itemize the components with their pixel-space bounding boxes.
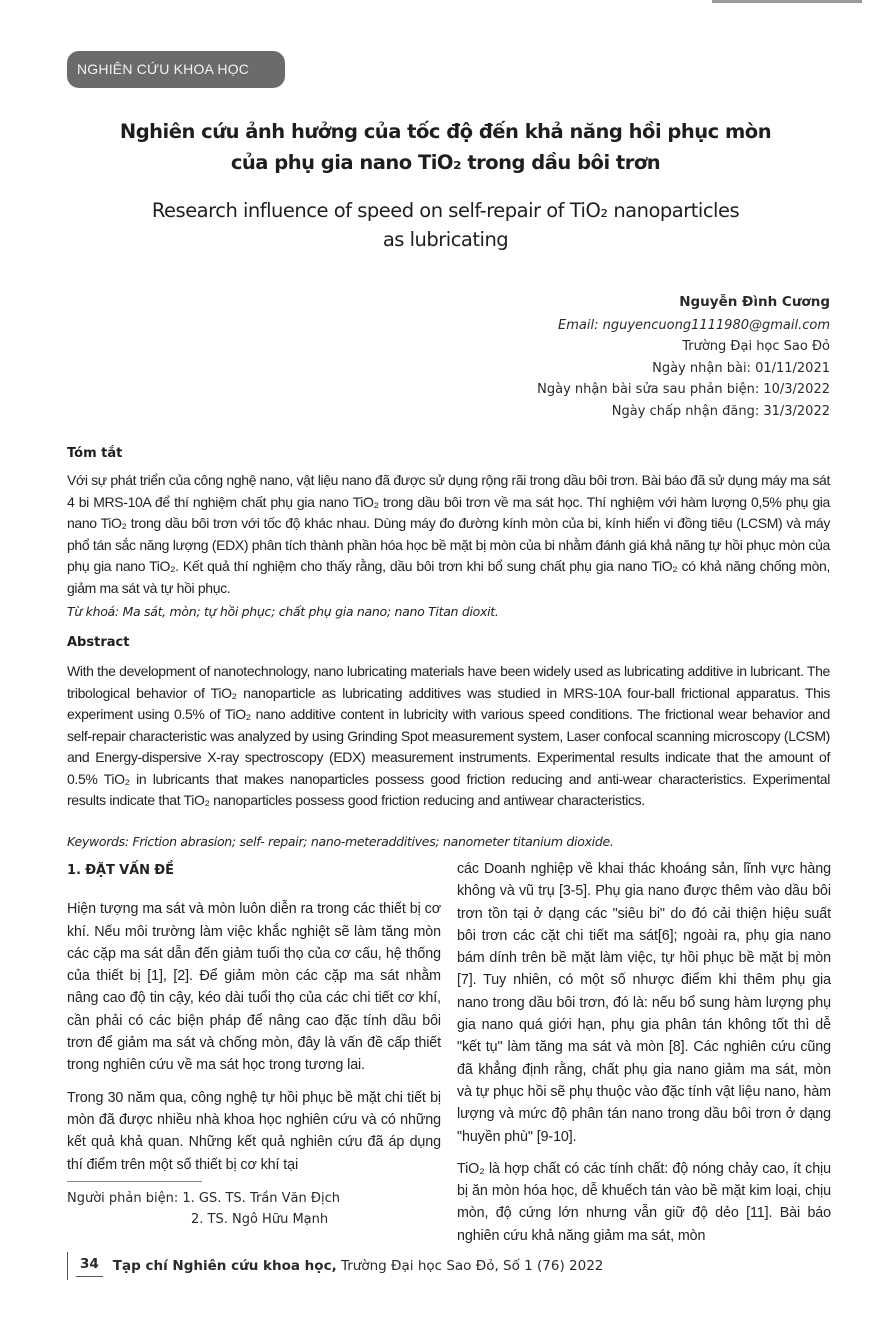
date-received: Ngày nhận bài: 01/11/2021 (652, 360, 830, 376)
reviewer-1: Người phản biện: 1. GS. TS. Trần Văn Địch (67, 1191, 340, 1206)
abstract-text: With the development of nanotechnology, nano lubricating materials have been widely used as lubricating additive in lubricant. The tribological behavior of TiO₂ nanoparticle as lubricating additives was studied in MRS-10A four-ball frictional apparatus. This experiment using 0.5% of TiO₂ nano additive content in lubricity with various speed conditions. The frictional wear behavior and self-repair characteristic was analyzed by using Grinding Spot measurement system, Laser confocal scanning microscopy (LCSM) and Energy-dispersive X-ray spectroscopy (EDX) measurement instruments. Experimental results indicate that the amount of 0.5% TiO₂ in lubricants that makes nanoparticles possess good friction reducing and anti-wear characteristics. Experimental results indicate that TiO₂ nanoparticles possess good friction reducing and antiwear characteristics. (67, 663, 830, 808)
footer-marker (67, 1252, 68, 1280)
journal-title: Tạp chí Nghiên cứu khoa học, (112, 1258, 337, 1274)
top-edge-bar (712, 0, 862, 3)
paragraph: Hiện tượng ma sát và mòn luôn diễn ra trong các thiết bị cơ khí. Nếu môi trường làm việc khắc nghiệt sẽ làm tăng mòn các cặp ma sát dẫn đến giảm tuổi thọ của cơ cấu, hệ thống của thiết bị [1], [2]. Để giảm mòn các cặp ma sát nhằm nâng cao độ tin cậy, kéo dài tuổi thọ của các chi tiết cơ khí, cần phải có các biện pháp để nâng cao đặc tính dầu bôi trơn để giảm ma sát và chống mòn, đây là vấn đề cấp thiết trong nghiên cứu về ma sát học trong tương lai. (67, 901, 441, 1074)
section-tag: NGHIÊN CỨU KHOA HỌC (67, 51, 285, 88)
date-revised: Ngày nhận bài sửa sau phản biện: 10/3/2022 (537, 382, 830, 397)
page-number: 34 (76, 1256, 103, 1277)
summary-heading: Tóm tắt (67, 446, 123, 461)
paragraph: TiO₂ là hợp chất có các tính chất: độ nóng chảy cao, ít chịu bị ăn mòn hóa học, dễ khuếch tán vào bề mặt kim loại, chịu mòn, độ cứng lớn nhưng vẫn giữ độ dẻo [11]. Bài báo nghiên cứu khả năng giảm ma sát, mòn (457, 1160, 831, 1244)
author-email[interactable]: Email: nguyencuong1111980@gmail.com (558, 317, 830, 333)
title-english (60, 196, 831, 254)
title-vi-line1: Nghiên cứu ảnh hưởng của tốc độ đến khả năng hồi phục mòn (119, 120, 772, 143)
section-heading: 1. ĐẶT VẤN ĐỀ (67, 863, 174, 878)
abstract-keywords: Keywords: Friction abrasion; self- repair; nano-meteradditives; nanometer titanium dioxide. (67, 834, 614, 849)
reviewer-2: 2. TS. Ngô Hữu Mạnh (191, 1212, 329, 1227)
title-vietnamese (60, 116, 831, 178)
date-accepted: Ngày chấp nhận đăng: 31/3/2022 (611, 403, 830, 419)
abstract-heading: Abstract (67, 635, 130, 650)
column-left (67, 860, 441, 1186)
footnote-divider (67, 1181, 202, 1182)
paragraph: Trong 30 năm qua, công nghệ tự hồi phục bề mặt chi tiết bị mòn đã được nhiều nhà khoa học nghiên cứu và có những kết quả khả quan. Những kết quả nghiên cứu đã áp dụng thí điểm trên một số thiết bị cơ khí tại (67, 1089, 441, 1173)
author-name: Nguyễn Đình Cương (679, 294, 830, 310)
page-footer (67, 1252, 603, 1280)
reviewers (67, 1188, 340, 1230)
column-right (457, 858, 831, 1257)
journal-publisher: Trường Đại học Sao Đỏ, Số 1 (76) 2022 (336, 1258, 604, 1274)
title-en-line2: as lubricating (382, 228, 509, 251)
title-vi-line2: của phụ gia nano TiO₂ trong dầu bôi trơn (230, 151, 661, 174)
summary-text: Với sự phát triển của công nghệ nano, vật liệu nano đã được sử dụng rộng rãi trong dầu bôi trơn. Bài báo đã sử dụng máy ma sát 4 bi MRS-10A để thí nghiệm chất phụ gia nano TiO₂ trong dầu bôi trơn về ma sát học. Thí nghiệm với hàm lượng 0,5% phụ gia nano TiO₂ trong dầu bôi trơn với tốc độ khác nhau. Dùng máy đo đường kính mòn của bi, kính hiển vi đồng tiêu (LCSM) và máy phổ tán sắc năng lượng (EDX) phân tích thành phần hóa học bề mặt bị mòn của bi nhằm đánh giá khả năng tự hồi phục mòn của phụ gia nano TiO₂. Kết quả thí nghiệm cho thấy rằng, dầu bôi trơn khi bổ sung chất phụ gia nano TiO₂ có khả năng chống mòn, giảm ma sát và tự hồi phục. (67, 472, 830, 596)
title-en-line1: Research influence of speed on self-repair of TiO₂ nanoparticles (151, 199, 740, 222)
paragraph: các Doanh nghiệp về khai thác khoáng sản, lĩnh vực hàng không và vũ trụ [3-5]. Phụ gia nano được thêm vào dầu bôi trơn tồn tại ở dạng các "siêu bi" do đó cải thiện hiệu suất bôi trơn các cặt chi tiết ma sát[6]; ngoài ra, phụ gia nano bám dính trên bề mặt làm việc, tự hồi phục bề mặt bị mòn [7]. Tuy nhiên, có một số nhược điểm khi thêm phụ gia nano trong dầu bôi trơn, đó là: nếu bổ sung hàm lượng phụ gia nano quá giới hạn, phụ gia phân tán không tốt thì dễ "kết tụ" làm tăng ma sát và mòn [8]. Các nghiên cứu cũng đã khẳng định rằng, chất phụ gia nano giảm ma sát, mòn và tự phục hồi sẽ phụ thuộc vào đặc tính vật liệu nano, hàm lượng và mức độ phân tán nano trong dầu bôi trơn ở dạng "huyền phù" [9-10]. (457, 861, 831, 1145)
summary-keywords: Từ khoá: Ma sát, mòn; tự hồi phục; chất phụ gia nano; nano Titan dioxit. (67, 604, 499, 619)
author-block (537, 292, 830, 422)
author-affiliation: Trường Đại học Sao Đỏ (682, 339, 830, 354)
